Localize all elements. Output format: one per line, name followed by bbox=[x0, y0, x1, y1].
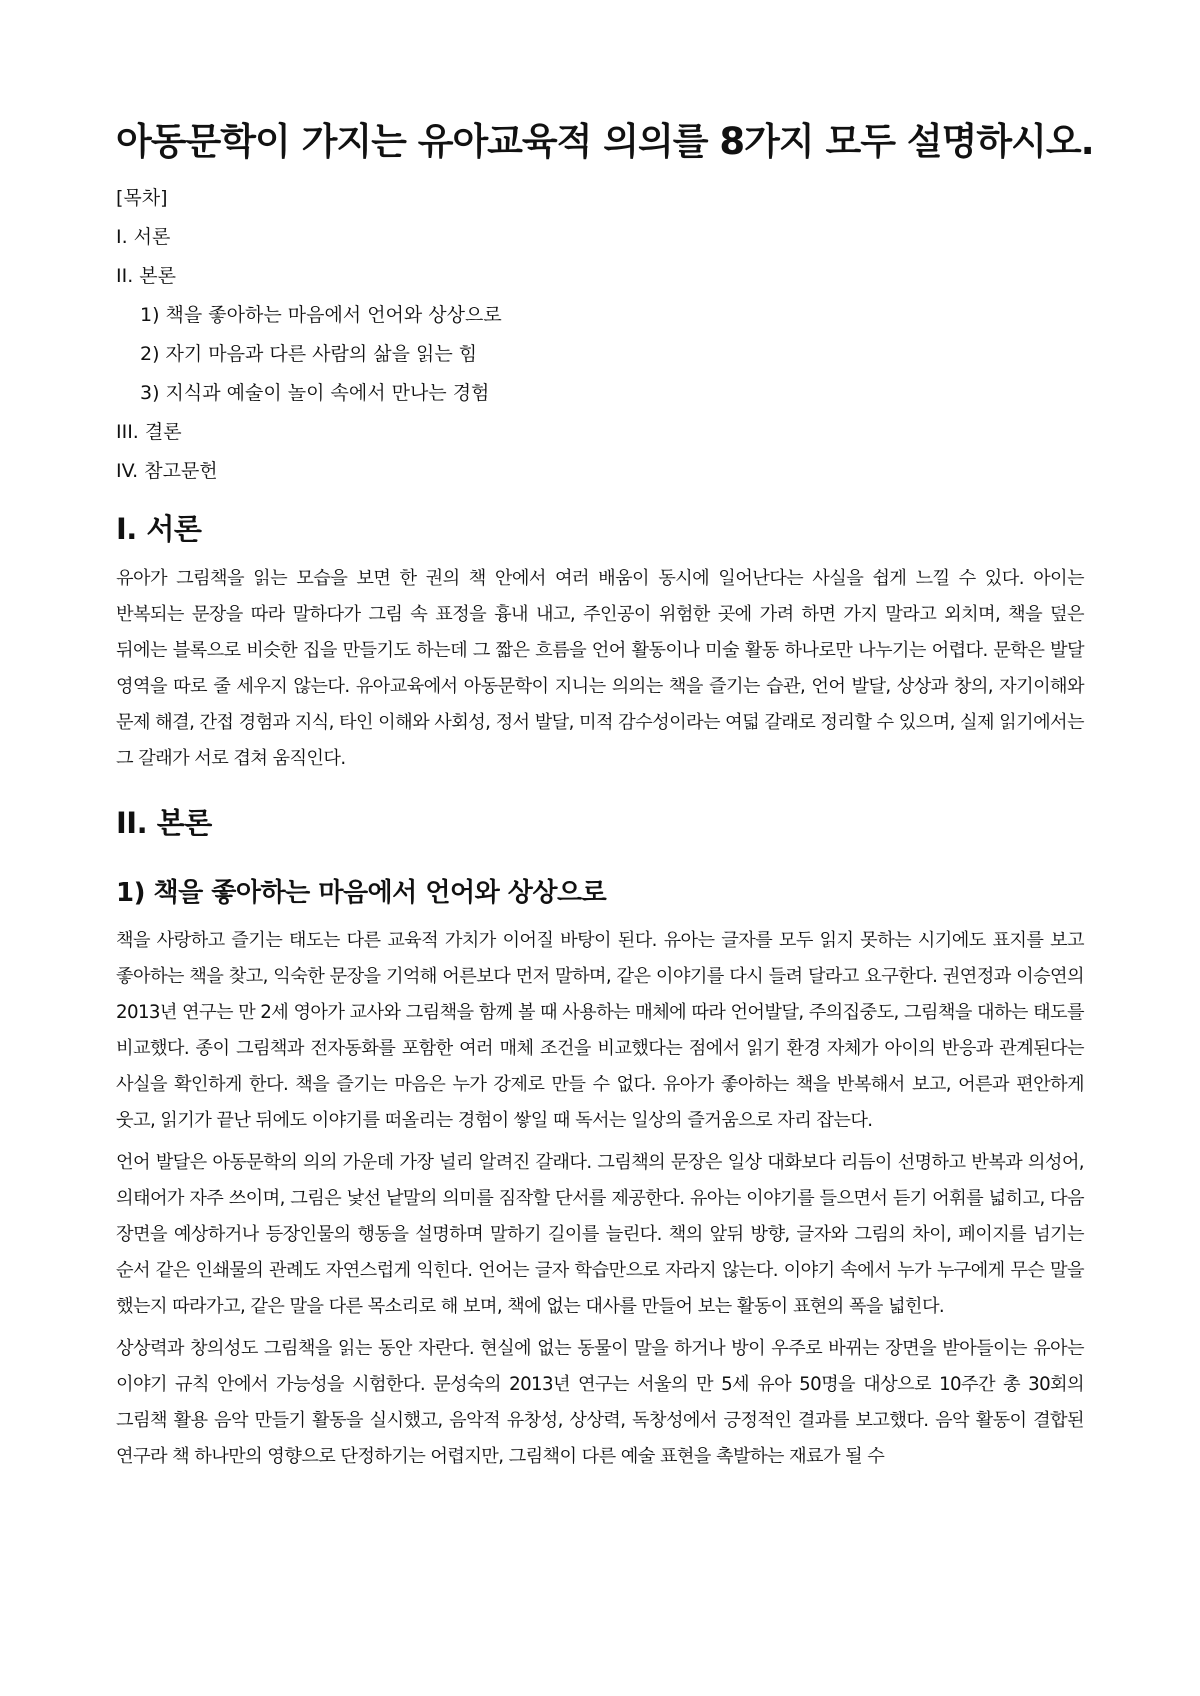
document-page bbox=[116, 118, 1094, 1475]
toc-item-body: II. 본론 bbox=[116, 265, 176, 287]
toc-item-body-3: 3) 지식과 예술이 놀이 속에서 만나는 경험 bbox=[140, 382, 490, 404]
body-section bbox=[116, 803, 1084, 1475]
body-heading: II. 본론 bbox=[116, 806, 212, 840]
subsection-1-paragraph-3: 상상력과 창의성도 그림책을 읽는 동안 자란다. 현실에 없는 동물이 말을 하거나 방이 우주로 바뀌는 장면을 받아들이는 유아는 이야기 규칙 안에서 가능성을 시험한다. 문성숙의 2013년 연구는 서울의 만 5세 유아 50명을 대상으로 10주간 총 30회의 그림책 활용 음악 만들기 활동을 실시했고, 음악적 유창성, 상상력, 독창성에서 긍정적인 결과를 보고했다. 음악 활동이 결합된 연구라 책 하나만의 영향으로 단정하기는 어렵지만, 그림책이 다른 예술 표현을 촉발하는 재료가 될 수 bbox=[116, 1338, 1084, 1467]
toc-item-intro: I. 서론 bbox=[116, 226, 171, 248]
intro-section bbox=[116, 509, 1084, 777]
document-title: 아동문학이 가지는 유아교육적 의의를 8가지 모두 설명하시오. bbox=[116, 120, 1094, 163]
table-of-contents bbox=[116, 186, 1084, 483]
toc-item-body-1: 1) 책을 좋아하는 마음에서 언어와 상상으로 bbox=[140, 304, 502, 326]
toc-item-references: IV. 참고문헌 bbox=[116, 460, 218, 482]
subsection-1-heading: 1) 책을 좋아하는 마음에서 언어와 상상으로 bbox=[116, 878, 607, 908]
intro-heading: I. 서론 bbox=[116, 512, 202, 546]
toc-item-body-2: 2) 자기 마음과 다른 사람의 삶을 읽는 힘 bbox=[140, 343, 478, 365]
subsection-1-paragraph-1: 책을 사랑하고 즐기는 태도는 다른 교육적 가치가 이어질 바탕이 된다. 유아는 글자를 모두 읽지 못하는 시기에도 표지를 보고 좋아하는 책을 찾고, 익숙한 문장을 기억해 어른보다 먼저 말하며, 같은 이야기를 다시 들려 달라고 요구한다. 권연정과 이승연의 2013년 연구는 만 2세 영아가 교사와 그림책을 함께 볼 때 사용하는 매체에 따라 언어발달, 주의집중도, 그림책을 대하는 태도를 비교했다. 종이 그림책과 전자동화를 포함한 여러 매체 조건을 비교했다는 점에서 읽기 환경 자체가 아이의 반응과 관계된다는 사실을 확인하게 한다. 책을 즐기는 마음은 누가 강제로 만들 수 없다. 유아가 좋아하는 책을 반복해서 보고, 어른과 편안하게 웃고, 읽기가 끝난 뒤에도 이야기를 떠올리는 경험이 쌓일 때 독서는 일상의 즐거움으로 자리 잡는다. bbox=[116, 930, 1084, 1131]
intro-paragraph: 유아가 그림책을 읽는 모습을 보면 한 권의 책 안에서 여러 배움이 동시에 일어난다는 사실을 쉽게 느낄 수 있다. 아이는 반복되는 문장을 따라 말하다가 그림 속 표정을 흉내 내고, 주인공이 위험한 곳에 가려 하면 가지 말라고 외치며, 책을 덮은 뒤에는 블록으로 비슷한 집을 만들기도 하는데 그 짧은 흐름을 언어 활동이나 미술 활동 하나로만 나누기는 어렵다. 문학은 발달 영역을 따로 줄 세우지 않는다. 유아교육에서 아동문학이 지니는 의의는 책을 즐기는 습관, 언어 발달, 상상과 창의, 자기이해와 문제 해결, 간접 경험과 지식, 타인 이해와 사회성, 정서 발달, 미적 감수성이라는 여덟 갈래로 정리할 수 있으며, 실제 읽기에서는 그 갈래가 서로 겹쳐 움직인다. bbox=[116, 568, 1084, 769]
subsection-1-paragraph-2: 언어 발달은 아동문학의 의의 가운데 가장 널리 알려진 갈래다. 그림책의 문장은 일상 대화보다 리듬이 선명하고 반복과 의성어, 의태어가 자주 쓰이며, 그림은 낯선 낱말의 의미를 짐작할 단서를 제공한다. 유아는 이야기를 들으면서 듣기 어휘를 넓히고, 다음 장면을 예상하거나 등장인물의 행동을 설명하며 말하기 길이를 늘린다. 책의 앞뒤 방향, 글자와 그림의 차이, 페이지를 넘기는 순서 같은 인쇄물의 관례도 자연스럽게 익힌다. 언어는 글자 학습만으로 자라지 않는다. 이야기 속에서 누가 누구에게 무슨 말을 했는지 따라가고, 같은 말을 다른 목소리로 해 보며, 책에 없는 대사를 만들어 보는 활동이 표현의 폭을 넓힌다. bbox=[116, 1152, 1084, 1317]
toc-heading: [목차] bbox=[116, 187, 168, 209]
toc-item-conclusion: III. 결론 bbox=[116, 421, 182, 443]
